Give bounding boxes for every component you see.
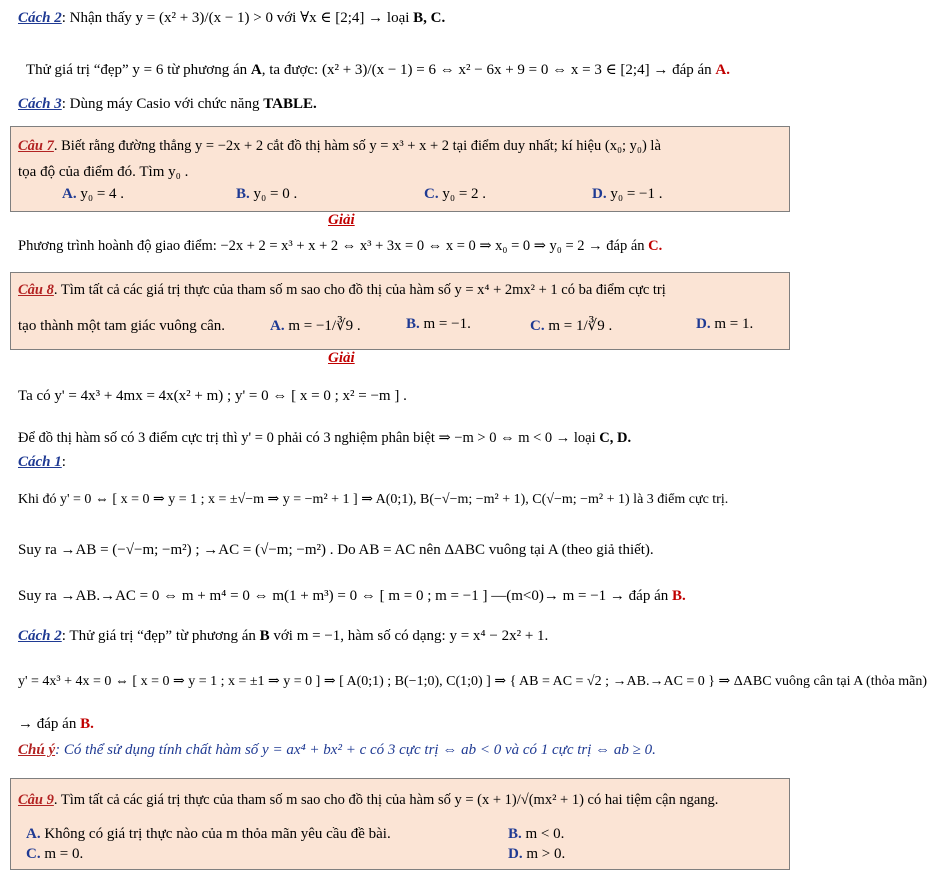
q8-line1: [18, 280, 666, 300]
q8-exclude: C, D.: [599, 430, 632, 446]
cach2-tail: B, C.: [413, 10, 446, 26]
q7-text1: . Biết rằng đường thẳng y = −2x + 2 cắt đồ thị hàm số y = x³ + x + 2 tại điểm duy nhất; kí hiệu (x₀; y₀) là: [53, 138, 661, 154]
q8-line-condition: Để đồ thị hàm số có 3 điểm cực trị thì y' = 0 phải có 3 nghiệm phân biệt ⇒ −m > 0 ⇔ m < 0 → loại C, D.: [18, 430, 632, 446]
q8-cach1-label: Cách 1: [18, 454, 62, 470]
q9-option-c: C. m = 0.: [26, 846, 84, 862]
q8-label: Câu 8: [18, 282, 54, 298]
try-line: [26, 60, 730, 80]
q8-line-derivative: Ta có y' = 4x³ + 4mx = 4x(x² + m) ; y' = 0 ⇔ [ x = 0 ; x² = −m ] .: [18, 388, 407, 404]
q8-line-answer: → đáp án B.: [18, 716, 94, 732]
q7-option-a: A. y₀ = 4 .: [62, 186, 125, 202]
q7-option-c: C. y₀ = 2 .: [424, 186, 487, 202]
q8-option-a: A. m = −1/∛9 .: [270, 318, 361, 334]
q9-label: Câu 9: [18, 792, 54, 808]
q7-line2: tọa độ của điểm đó. Tìm y₀ .: [18, 164, 189, 180]
q8-answer-1: B.: [672, 588, 686, 604]
q8-cach1-line: Cách 1:: [18, 454, 66, 470]
q8-line-dot-product: Suy ra →AB.→AC = 0 ⇔ m + m⁴ = 0 ⇔ m(1 + m³) = 0 ⇔ [ m = 0 ; m = −1 ] —(m<0)→ m = −1 → đáp án B.: [18, 588, 686, 604]
q7-line1: [18, 136, 661, 156]
note-label: Chú ý: [18, 742, 56, 758]
try-option: A: [250, 62, 262, 78]
q7-label: Câu 7: [18, 138, 54, 154]
cach2-label: Cách 2: [18, 10, 62, 26]
q9-line1: [18, 790, 718, 810]
q9-option-d: D. m > 0.: [508, 846, 566, 862]
q7-answer: C.: [648, 238, 663, 254]
q8-giai-heading: Giải: [328, 350, 355, 366]
q9-option-b: B. m < 0.: [508, 826, 565, 842]
cach2-text: : Nhận thấy y = (x² + 3)/(x − 1) > 0 với ∀x ∈ [2;4] → loại: [61, 10, 414, 26]
q8-answer-2: B.: [80, 716, 94, 732]
q8-line2: tạo thành một tam giác vuông cân.: [18, 318, 226, 334]
q7-solution: Phương trình hoành độ giao điểm: −2x + 2 = x³ + x + 2 ⇔ x³ + 3x = 0 ⇔ x = 0 ⇒ x₀ = 0 ⇒ y₀ = 2 → đáp án C.: [18, 238, 663, 254]
q8-line-vectors: Suy ra →AB = (−√−m; −m²) ; →AC = (√−m; −m²) . Do AB = AC nên ΔABC vuông tại A (theo giả thiết).: [18, 542, 654, 558]
cach3-line: [18, 94, 317, 114]
q7-option-d: D. y₀ = −1 .: [592, 186, 663, 202]
q8-cach2-line: Cách 2: Thử giá trị “đẹp” từ phương án B với m = −1, hàm số có dạng: y = x⁴ − 2x² + 1.: [18, 628, 549, 644]
cach3-label: Cách 3: [18, 96, 62, 112]
cach3-bold: TABLE.: [263, 96, 317, 112]
q8-option-c: C. m = 1/∛9 .: [530, 318, 613, 334]
q7-giai-heading: Giải: [328, 212, 355, 228]
q8-line-check: y' = 4x³ + 4x = 0 ⇔ [ x = 0 ⇒ y = 1 ; x = ±1 ⇒ y = 0 ] ⇒ [ A(0;1) ; B(−1;0), C(1;0) ] ⇒ { AB = AC = √2 ; →AB.→AC = 0 } ⇒ ΔABC vuông cân tại A (thỏa mãn): [18, 674, 927, 689]
q7-option-b: B. y₀ = 0 .: [236, 186, 298, 202]
cach3-text: : Dùng máy Casio với chức năng: [61, 96, 264, 112]
q8-cach2-label: Cách 2: [18, 628, 62, 644]
cach2-line: [18, 8, 445, 28]
q8-text1: . Tìm tất cả các giá trị thực của tham số m sao cho đồ thị của hàm số y = x⁴ + 2mx² + 1 có ba điểm cực trị: [53, 282, 666, 298]
try-answer: A.: [715, 62, 730, 78]
q8-option-d: D. m = 1.: [696, 316, 754, 332]
q8-line-points: Khi đó y' = 0 ⇔ [ x = 0 ⇒ y = 1 ; x = ±√−m ⇒ y = −m² + 1 ] ⇒ A(0;1), B(−√−m; −m² + 1), C(√−m; −m² + 1) là 3 điểm cực trị.: [18, 492, 729, 507]
q8-note: Chú ý: Có thể sử dụng tính chất hàm số y = ax⁴ + bx² + c có 3 cực trị ⇔ ab < 0 và có 1 cực trị ⇔ ab ≥ 0.: [18, 742, 656, 758]
try-mid: , ta được: (x² + 3)/(x − 1) = 6 ⇔ x² − 6x + 9 = 0 ⇔ x = 3 ∈ [2;4] → đáp án: [261, 62, 716, 78]
try-text: Thử giá trị “đẹp” y = 6 từ phương án: [26, 62, 251, 78]
q8-option-b: B. m = −1.: [406, 316, 471, 332]
q9-option-a: A. Không có giá trị thực nào của m thỏa mãn yêu cầu đề bài.: [26, 826, 391, 842]
q9-text1: . Tìm tất cả các giá trị thực của tham số m sao cho đồ thị của hàm số y = (x + 1)/√(mx² + 1) có hai tiệm cận ngang.: [53, 792, 719, 808]
